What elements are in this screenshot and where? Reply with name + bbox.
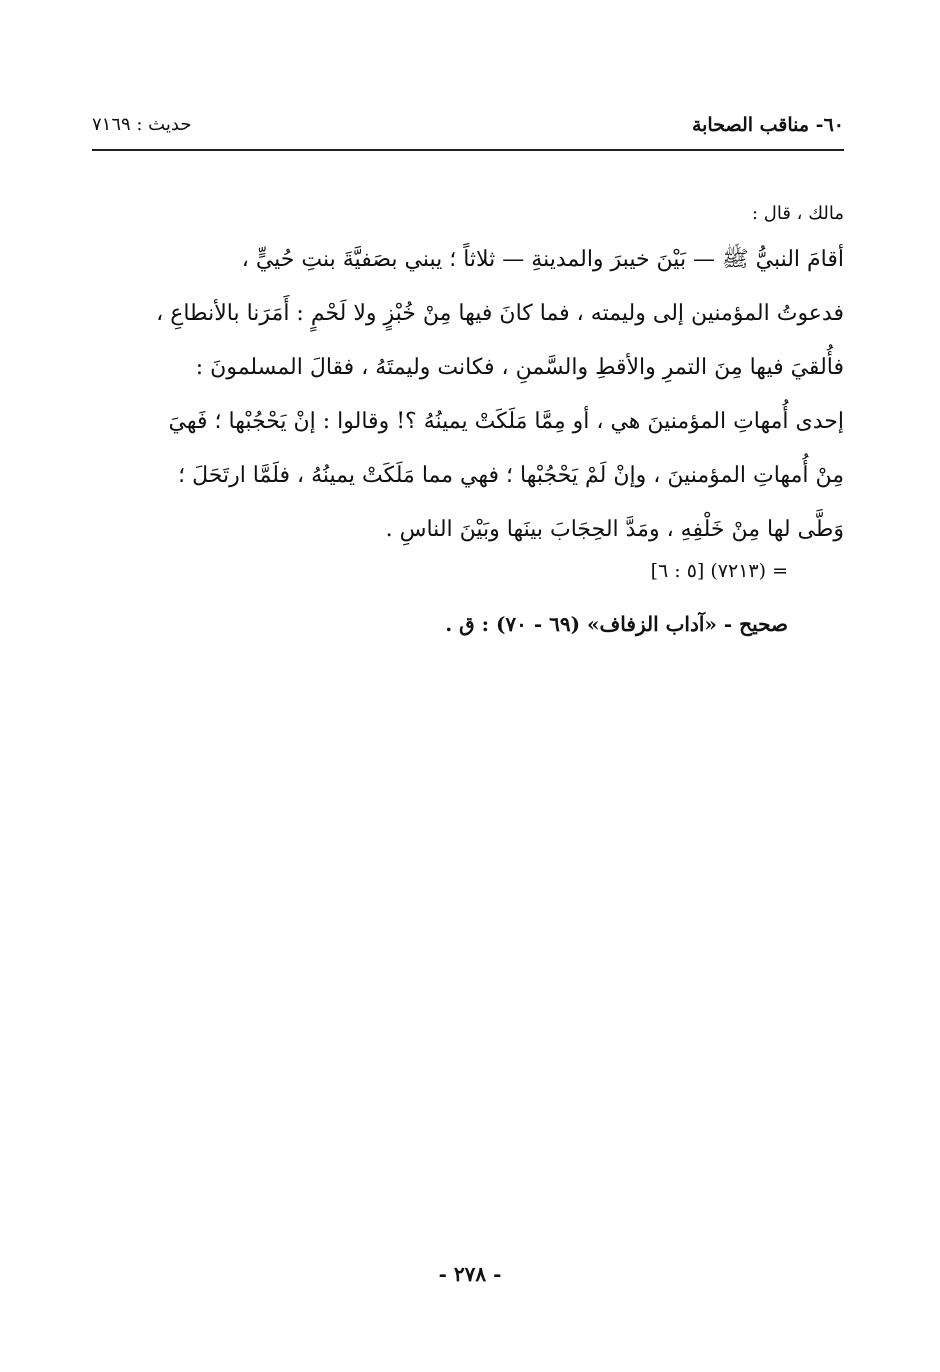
hadith-text	[92, 195, 844, 557]
hadith-line: مِنْ أُمهاتِ المؤمنينَ ، وإنْ لَمْ يَحْجُبْها ؛ فهي مما مَلَكَتْ يمينُهُ ، فلَمَّا ارتَحَلَ ؛	[178, 463, 844, 488]
hadith-line: وَطَّى لها مِنْ خَلْفِهِ ، ومَدَّ الحِجَابَ بينَها وبَيْنَ الناسِ .	[385, 517, 844, 542]
narrator-intro: مالك ، قال :	[752, 203, 844, 224]
header-divider	[92, 149, 844, 151]
hadith-line: فأُلقيَ فيها مِنَ التمرِ والأقطِ والسَّمنِ ، فكانت وليمتَهُ ، فقالَ المسلمونَ :	[195, 355, 844, 380]
hadith-line: فدعوتُ المؤمنين إلى وليمته ، فما كانَ فيها مِنْ خُبْزٍ ولا لَحْمٍ : أَمَرَنا بالأنطاعِ ،	[156, 301, 844, 326]
hadith-line: إحدى أُمهاتِ المؤمنينَ هي ، أو مِمَّا مَلَكَتْ يمينُهُ ؟! وقالوا : إنْ يَحْجُبْها ؛ فَهيَ	[168, 409, 844, 434]
authenticity-grade: صحيح - «آداب الزفاف» (٦٩ - ٧٠) : ق .	[445, 612, 788, 636]
page-header	[92, 110, 844, 144]
chapter-title: ٦٠- مناقب الصحابة	[691, 114, 844, 136]
hadith-line: أقامَ النبيُّ ﷺ — بَيْنَ خيبرَ والمدينةِ — ثلاثاً ؛ يبني بصَفيَّةَ بنتِ حُييٍّ ،	[241, 247, 844, 272]
cross-reference: = (٧٢١٣) [٥ : ٦]	[650, 560, 788, 582]
hadith-number: حديث : ٧١٦٩	[92, 114, 192, 135]
page-number: - ٢٧٨ -	[438, 1262, 502, 1286]
